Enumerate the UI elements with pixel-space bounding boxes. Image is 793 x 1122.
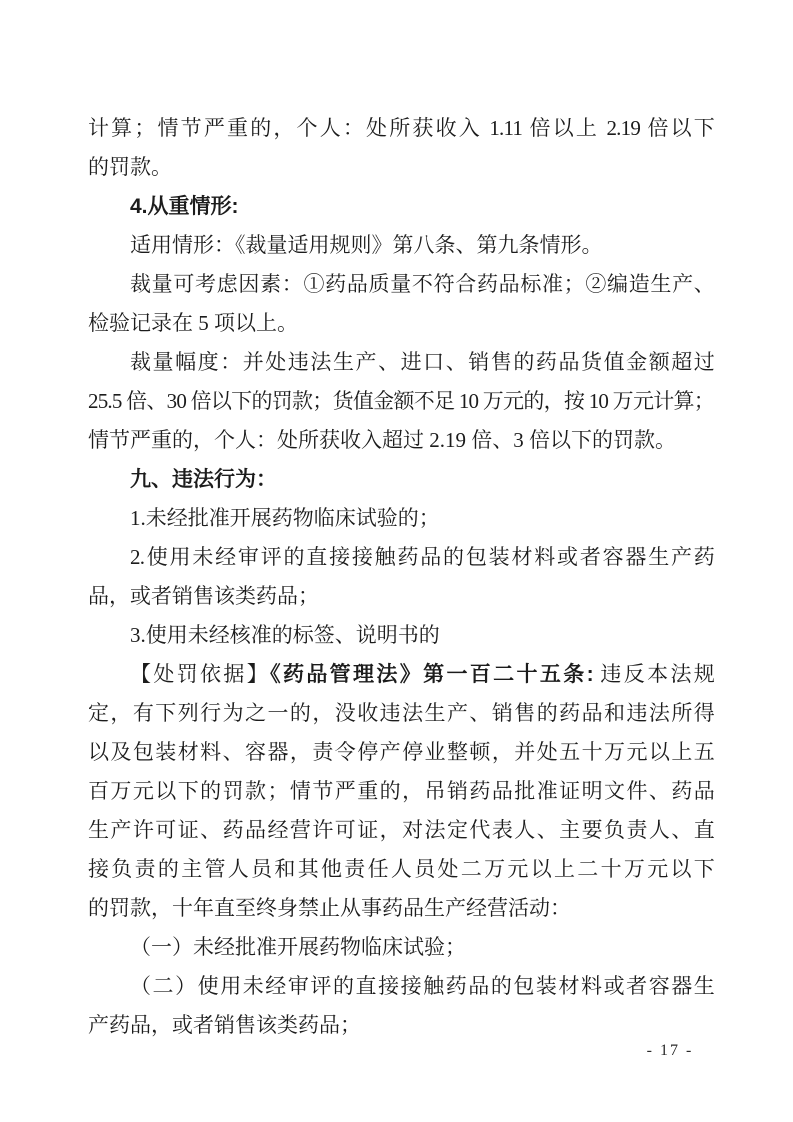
text-segment: 3.使用未经核准的标签、说明书的 xyxy=(130,623,440,647)
document-text-block xyxy=(88,109,714,1045)
text-line xyxy=(88,694,714,733)
text-segment: 检验记录在 5 项以上。 xyxy=(88,311,298,335)
text-segment: 接负责的主管人员和其他责任人员处二万元以上二十万元以下 xyxy=(88,857,714,881)
text-line xyxy=(88,967,714,1006)
text-segment: 裁量可考虑因素：①药品质量不符合药品标准；②编造生产、 xyxy=(130,272,714,296)
text-segment: 1.未经批准开展药物临床试验的； xyxy=(130,506,440,530)
text-line xyxy=(88,811,714,850)
text-line xyxy=(88,460,714,499)
text-segment: 的罚款，十年直至终身禁止从事药品生产经营活动： xyxy=(88,896,571,920)
text-line xyxy=(88,655,714,694)
text-line xyxy=(88,109,714,148)
text-line xyxy=(88,187,714,226)
text-segment: 计算；情节严重的，个人：处所获收入 1.11 倍以上 2.19 倍以下 xyxy=(88,116,714,140)
text-segment: 2.使用未经审评的直接接触药品的包装材料或者容器生产药 xyxy=(130,545,714,569)
text-line xyxy=(88,226,714,265)
text-segment: 裁量幅度：并处违法生产、进口、销售的药品货值金额超过 xyxy=(130,350,714,374)
text-segment: 【处罚依据】 xyxy=(130,662,271,686)
text-line xyxy=(88,928,714,967)
text-segment: 产药品，或者销售该类药品； xyxy=(88,1013,361,1037)
text-segment: 生产许可证、药品经营许可证，对法定代表人、主要负责人、直 xyxy=(88,818,714,842)
text-line xyxy=(88,382,714,421)
text-segment: 以及包装材料、容器，责令停产停业整顿，并处五十万元以上五 xyxy=(88,740,714,764)
text-segment: 《药品管理法》第一百二十五条: xyxy=(270,663,593,686)
text-segment: 情节严重的，个人：处所获收入超过 2.19 倍、3 倍以下的罚款。 xyxy=(88,428,676,452)
text-segment: 定，有下列行为之一的，没收违法生产、销售的药品和违法所得 xyxy=(88,701,714,725)
text-line xyxy=(88,538,714,577)
text-segment: 的罚款。 xyxy=(88,155,172,179)
text-segment: 品，或者销售该类药品； xyxy=(88,584,319,608)
text-line xyxy=(88,265,714,304)
text-line xyxy=(88,889,714,928)
text-segment: （二）使用未经审评的直接接触药品的包装材料或者容器生 xyxy=(130,974,714,998)
text-line xyxy=(88,733,714,772)
text-line xyxy=(88,1006,714,1045)
text-line xyxy=(88,616,714,655)
text-segment: （一）未经批准开展药物临床试验； xyxy=(130,935,466,959)
text-segment: 百万元以下的罚款；情节严重的，吊销药品批准证明文件、药品 xyxy=(88,779,714,803)
text-line xyxy=(88,850,714,889)
text-segment: 适用情形：《裁量适用规则》第八条、第九条情形。 xyxy=(130,233,603,257)
page-number: - 17 - xyxy=(646,1042,694,1059)
text-line xyxy=(88,343,714,382)
text-segment: 违反本法规 xyxy=(592,662,714,686)
text-line xyxy=(88,421,714,460)
text-line xyxy=(88,304,714,343)
text-line xyxy=(88,148,714,187)
text-line xyxy=(88,577,714,616)
text-segment: 25.5 倍、30 倍以下的罚款；货值金额不足 10 万元的，按 10 万元计算； xyxy=(88,389,714,413)
text-segment: 4.从重情形: xyxy=(130,195,239,218)
text-line xyxy=(88,772,714,811)
text-line xyxy=(88,499,714,538)
text-segment: 九、违法行为： xyxy=(130,468,277,491)
